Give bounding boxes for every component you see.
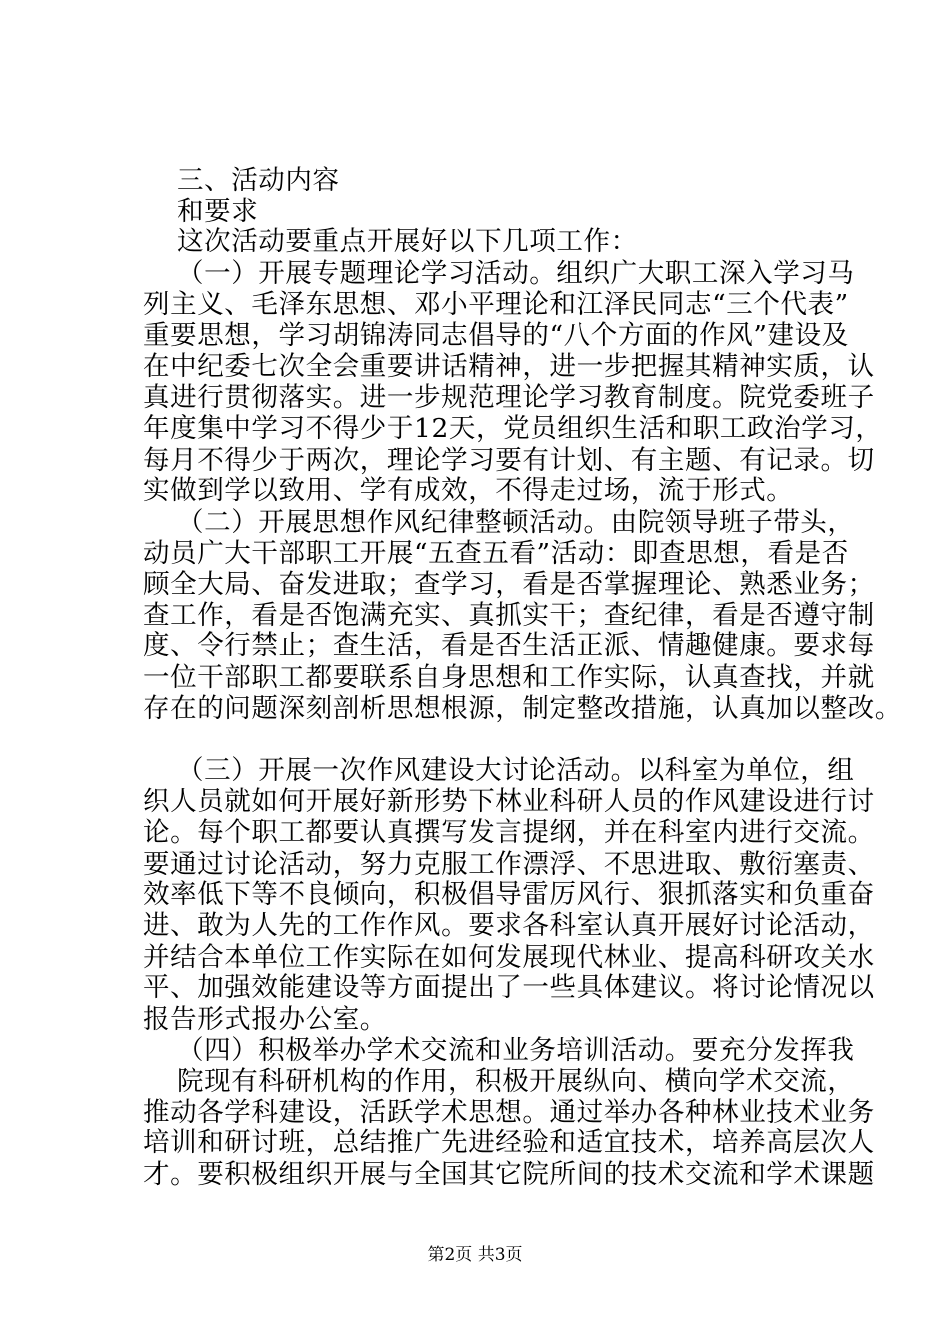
paragraph-line: 要通过讨论活动，努力克服工作漂浮、不思进取、敷衍塞责、	[143, 849, 875, 880]
paragraph-line: 每月不得少于两次，理论学习要有计划、有主题、有记录。切	[143, 445, 875, 476]
paragraph-line: 在中纪委七次全会重要讲话精神，进一步把握其精神实质，认	[143, 351, 875, 382]
paragraph-line: 实做到学以致用、学有成效，不得走过场，流于形式。	[143, 475, 794, 506]
paragraph-line: 进、敢为人先的工作作风。要求各科室认真开展好讨论活动，	[143, 910, 875, 941]
paragraph-line: 推动各学科建设，活跃学术思想。通过举办各种林业技术业务	[143, 1097, 875, 1128]
paragraph-line: 三、活动内容	[177, 165, 340, 196]
paragraph-line: 这次活动要重点开展好以下几项工作：	[177, 226, 638, 257]
paragraph-line: 年度集中学习不得少于12天，党员组织生活和职工政治学习，	[143, 413, 883, 444]
paragraph-line: 报告形式报办公室。	[143, 1004, 387, 1035]
paragraph-line: （四）积极举办学术交流和业务培训活动。要充分发挥我	[177, 1035, 855, 1066]
paragraph-line: 一位干部职工都要联系自身思想和工作实际，认真查找，并就	[143, 662, 875, 693]
paragraph-line: 培训和研讨班，总结推广先进经验和适宜技术，培养高层次人	[143, 1127, 875, 1158]
paragraph-line: 平、加强效能建设等方面提出了一些具体建议。将讨论情况以	[143, 972, 875, 1003]
paragraph-line: 查工作，看是否饱满充实、真抓实干；查纪律，看是否遵守制	[143, 600, 875, 631]
paragraph-line: 并结合本单位工作实际在如何发展现代林业、提高科研攻关水	[143, 942, 875, 973]
paragraph-line: 论。每个职工都要认真撰写发言提纲，并在科室内进行交流。	[143, 817, 875, 848]
paragraph-line: 度、令行禁止；查生活，看是否生活正派、情趣健康。要求每	[143, 630, 875, 661]
paragraph-line: 织人员就如何开展好新形势下林业科研人员的作风建设进行讨	[143, 786, 875, 817]
page-footer: 第2页 共3页	[427, 1245, 523, 1265]
paragraph-line: 院现有科研机构的作用，积极开展纵向、横向学术交流，	[177, 1066, 855, 1097]
paragraph-line: 顾全大局、奋发进取；查学习，看是否掌握理论、熟悉业务；	[143, 569, 875, 600]
paragraph-line: 才。要积极组织开展与全国其它院所间的技术交流和学术课题	[143, 1159, 875, 1190]
paragraph-line: 列主义、毛泽东思想、邓小平理论和江泽民同志“三个代表”	[143, 289, 849, 320]
paragraph-line: 重要思想，学习胡锦涛同志倡导的“八个方面的作风”建设及	[143, 320, 849, 351]
paragraph-line: 效率低下等不良倾向，积极倡导雷厉风行、狠抓落实和负重奋	[143, 879, 875, 910]
paragraph-line: 和要求	[177, 196, 259, 227]
paragraph-line: 存在的问题深刻剖析思想根源，制定整改措施，认真加以整改。	[143, 693, 902, 724]
paragraph-line: 动员广大干部职工开展“五查五看”活动：即查思想，看是否	[143, 538, 849, 569]
paragraph-line: 真进行贯彻落实。进一步规范理论学习教育制度。院党委班子	[143, 382, 875, 413]
paragraph-line: （二）开展思想作风纪律整顿活动。由院领导班子带头，	[177, 507, 855, 538]
paragraph-line: （三）开展一次作风建设大讨论活动。以科室为单位，组	[177, 755, 855, 786]
paragraph-line: （一）开展专题理论学习活动。组织广大职工深入学习马	[177, 258, 855, 289]
